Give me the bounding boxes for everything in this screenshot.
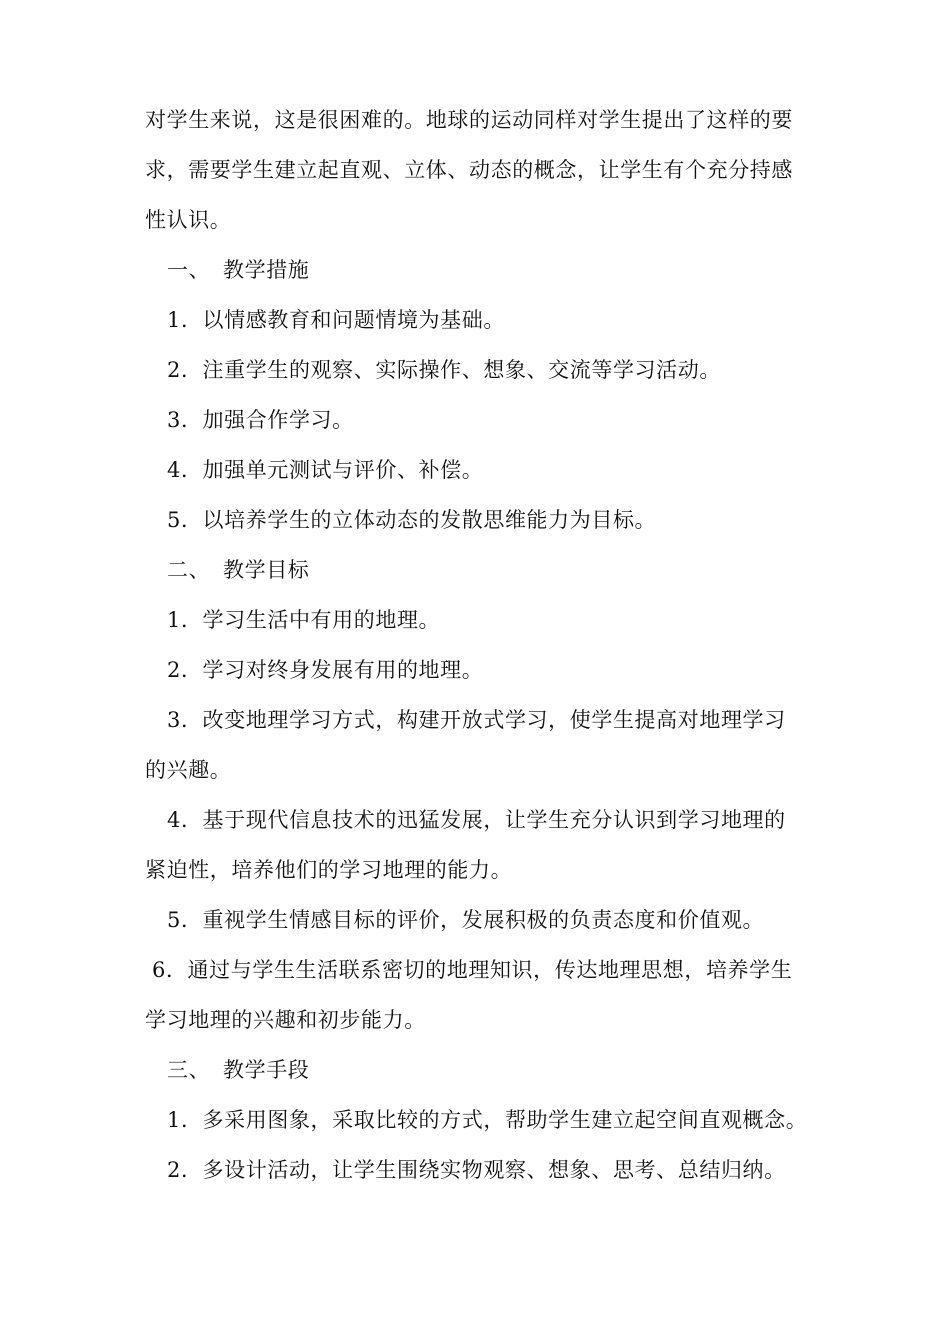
section3-title: 教学手段	[223, 1058, 310, 1082]
section1-item-3: 3．加强合作学习。	[167, 408, 354, 432]
section2-item-6-cont: 学习地理的兴趣和初步能力。	[145, 1008, 426, 1032]
intro-line-1: 对学生来说，这是很困难的。地球的运动同样对学生提出了这样的要	[145, 108, 793, 132]
section2-title: 教学目标	[223, 558, 310, 582]
section3-item-1: 1．多采用图象，采取比较的方式，帮助学生建立起空间直观概念。	[167, 1108, 808, 1132]
section1-item-2: 2．注重学生的观察、实际操作、想象、交流等学习活动。	[167, 358, 721, 382]
section1-item-4: 4．加强单元测试与评价、补偿。	[167, 458, 484, 482]
section2-number: 二、	[167, 558, 211, 582]
section1-heading	[167, 256, 309, 284]
section2-item-4: 4．基于现代信息技术的迅猛发展，让学生充分认识到学习地理的	[167, 808, 786, 832]
section3-number: 三、	[167, 1058, 211, 1082]
section2-item-3-cont: 的兴趣。	[145, 758, 232, 782]
intro-line-3: 性认识。	[145, 208, 232, 232]
section2-item-5: 5．重视学生情感目标的评价，发展积极的负责态度和价值观。	[167, 908, 765, 932]
intro-line-2: 求，需要学生建立起直观、立体、动态的概念，让学生有个充分持感	[145, 158, 793, 182]
section2-item-1: 1．学习生活中有用的地理。	[167, 608, 441, 632]
section1-title: 教学措施	[223, 258, 310, 282]
section2-item-2: 2．学习对终身发展有用的地理。	[167, 658, 484, 682]
section2-item-4-cont: 紧迫性，培养他们的学习地理的能力。	[145, 858, 513, 882]
section3-item-2: 2．多设计活动，让学生围绕实物观察、想象、思考、总结归纳。	[167, 1158, 786, 1182]
section2-heading	[167, 556, 309, 584]
section1-number: 一、	[167, 258, 211, 282]
section3-heading	[167, 1056, 309, 1084]
section2-item-6: 6．通过与学生生活联系密切的地理知识，传达地理思想，培养学生	[152, 958, 793, 982]
section1-item-1: 1．以情感教育和问题情境为基础。	[167, 308, 505, 332]
section2-item-3: 3．改变地理学习方式，构建开放式学习，使学生提高对地理学习	[167, 708, 786, 732]
section1-item-5: 5．以培养学生的立体动态的发散思维能力为目标。	[167, 508, 657, 532]
